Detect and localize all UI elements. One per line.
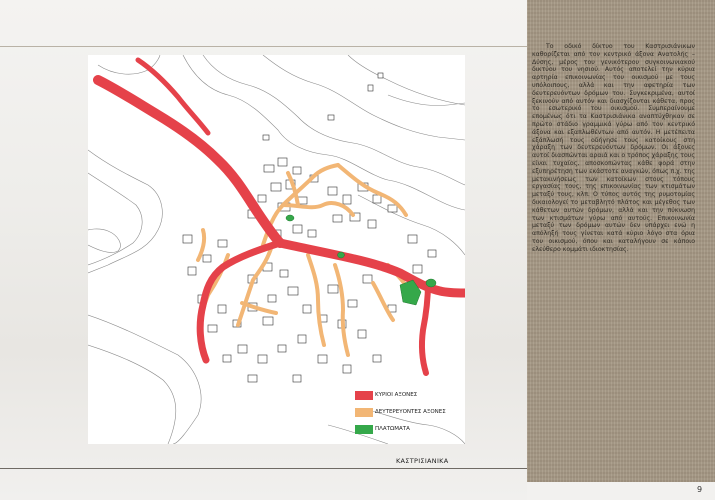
- page-number: 9: [697, 485, 703, 494]
- legend-swatch-green: [355, 425, 373, 434]
- page-footer: [527, 482, 715, 500]
- top-divider: [0, 46, 527, 47]
- buildings: [183, 73, 436, 382]
- legend-swatch-red: [355, 391, 373, 400]
- bottom-divider: [0, 468, 527, 469]
- legend-label: ΚΥΡΙΟΙ ΑΞΟΝΕΣ: [375, 392, 418, 398]
- legend-label: ΠΛΑΤΩΜΑΤΑ: [375, 426, 410, 432]
- legend-label: ΔΕΥΤΕΡΕΥΟΝΤΕΣ ΑΞΟΝΕΣ: [375, 409, 446, 415]
- main-roads: [98, 60, 465, 373]
- panel-paragraph: Το οδικό δίκτυο του Καστρισιάνικων καθορίζεται από τον κεντρικό άξονα Ανατολής – Δύσης, μέρος του γενικότερου συγκοινωνιακού δικτύου του νησιού. Αυτός αποτελεί την κύρια αρτηρία επικοινωνίας του οικισμού με τους υπόλοιπους, αλλά και την αφετηρία των δευτερευόντων δρόμων του. Συγκεκριμένα, αυτοί ξεκινούν από αυτόν και διασχίζονται κάθετα, προς το εσωτερικό του οικισμού. Συμπεραίνουμε επομένως ότι τα Καστρισιάνικα αναπτύχθηκαν σε πρώτο στάδιο γραμμικά γύρω από τον κεντρικό άξονα και εξαπλωθέντων από αυτόν. Η μετέπειτα εξάπλωσή τους οδήγησε τους κατοίκους στη χάραξη των δευτερευόντων δρόμων. Οι άξονες αυτοί διασπώνται αραιά και ο τρόπος χάραξης τους είναι τυχαίος, αποσκοπώντας κάθε φορά στην εξυπηρέτηση των εκάστοτε αναγκών, όπως π.χ. της μετακινήσεως των κατοίκων στους τόπους εργασίας τους, της επικοινωνίας των κτισμάτων μεταξύ τους, κλπ. Ο τύπος αυτός της ρυμοτομίας δικαιολογεί το μεταβλητό πλάτος και μέγεθος των κάθετων αυτών δρόμων, αλλά και την πύκνωση των κτισμάτων γύρω από αυτούς. Επικοινωνία μεταξύ των δρόμων αυτών δεν υπάρχει ενώ η απόληξή τους γίνεται κατά κύριο λόγο στα όρια του οικισμού, όπου και καταλήγουν σε κάποιο ελεύθερο κομμάτι ιδιοκτησίας.: [532, 43, 695, 253]
- road-network-map[interactable]: [88, 55, 465, 444]
- legend-swatch-orange: [355, 408, 373, 417]
- map-caption: ΚΑΣΤΡΙΣΙΑΝΙΚΑ: [396, 457, 449, 465]
- contour-lines: [88, 55, 465, 444]
- map-canvas: [88, 55, 465, 444]
